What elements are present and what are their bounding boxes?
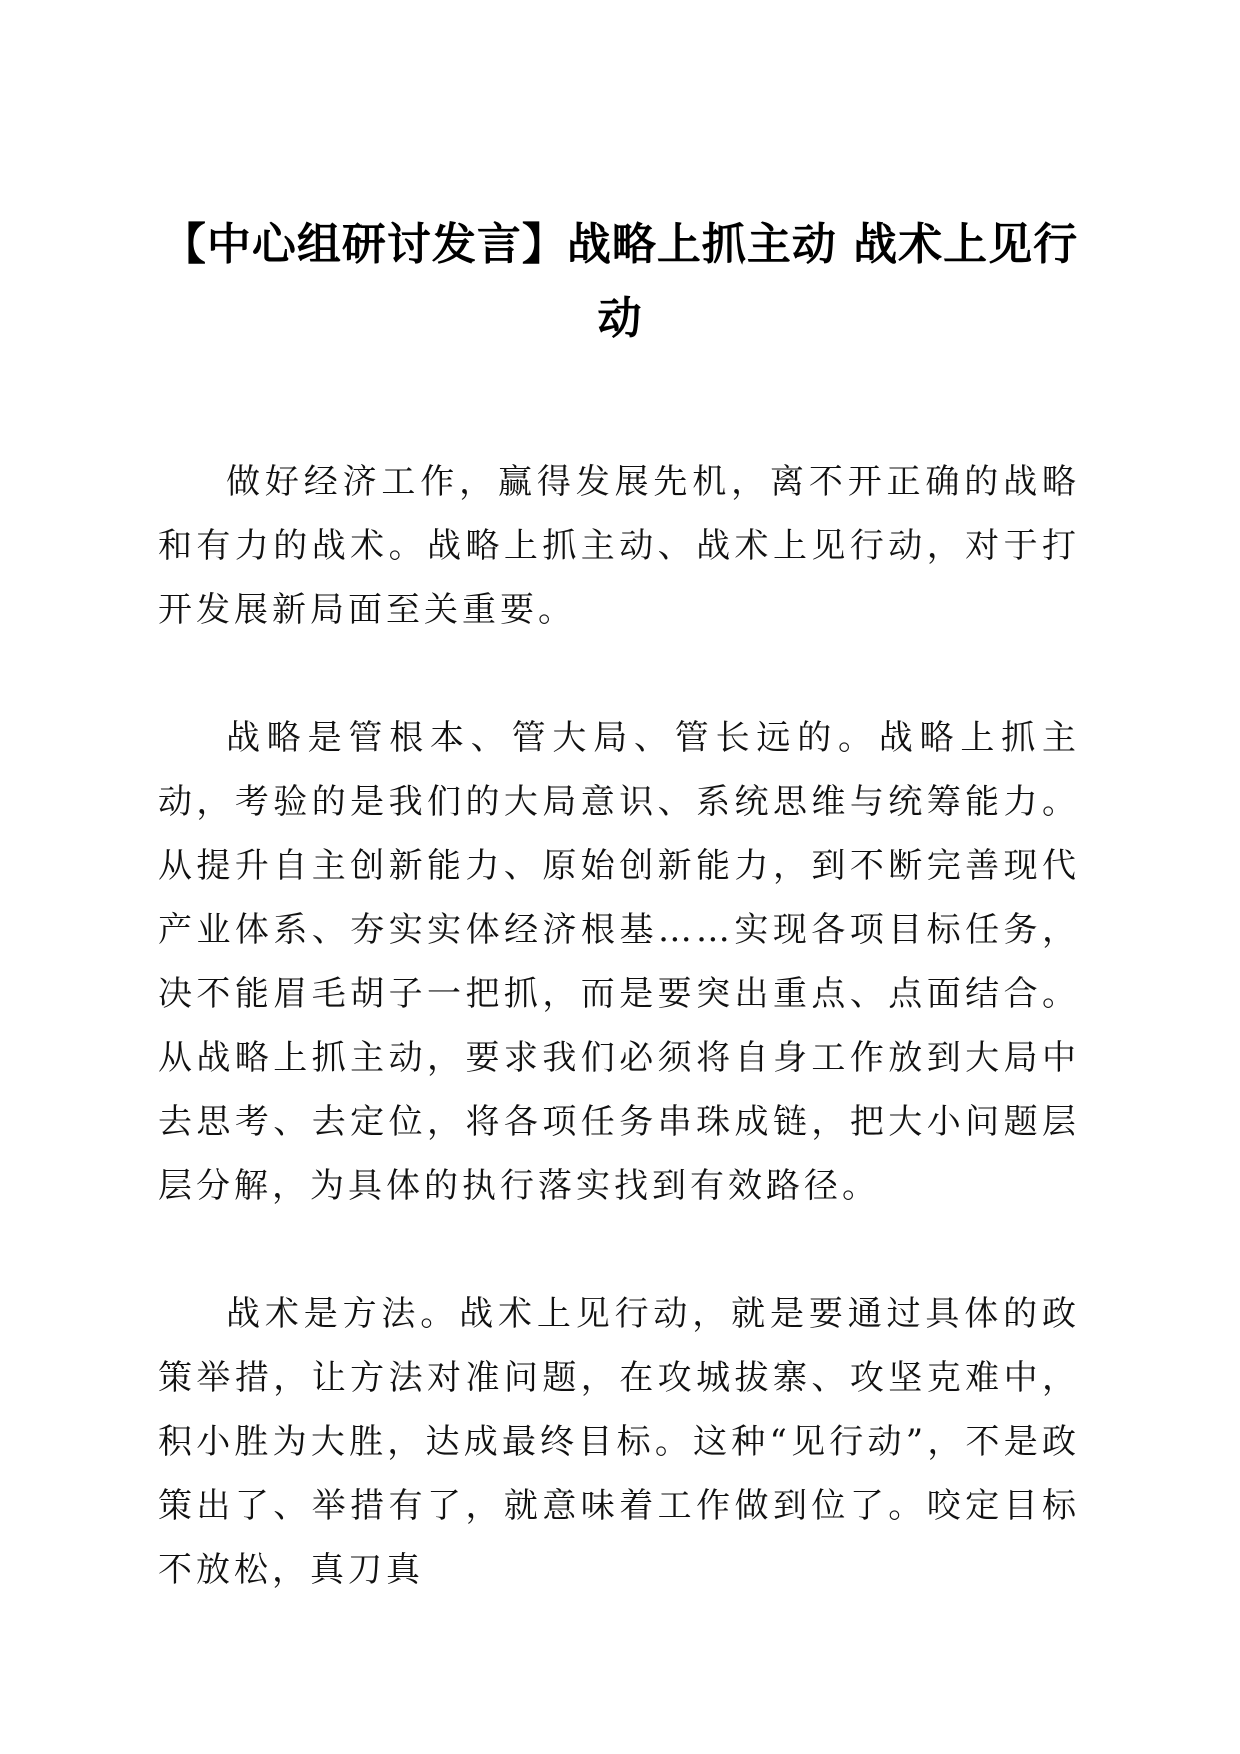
document-body [158, 450, 1080, 1666]
paragraph-1: 做好经济工作，赢得发展先机，离不开正确的战略和有力的战术。战略上抓主动、战术上见行动，对于打开发展新局面至关重要。 [158, 462, 1080, 630]
paragraph-2: 战略是管根本、管大局、管长远的。战略上抓主动，考验的是我们的大局意识、系统思维与统筹能力。从提升自主创新能力、原始创新能力，到不断完善现代产业体系、夯实实体经济根基……实现各项目标任务，决不能眉毛胡子一把抓，而是要突出重点、点面结合。从战略上抓主动，要求我们必须将自身工作放到大局中去思考、去定位，将各项任务串珠成链，把大小问题层层分解，为具体的执行落实找到有效路径。 [158, 718, 1080, 1206]
paragraph-3: 战术是方法。战术上见行动，就是要通过具体的政策举措，让方法对准问题，在攻城拔寨、攻坚克难中，积小胜为大胜，达成最终目标。这种“见行动”，不是政策出了、举措有了，就意味着工作做到位了。咬定目标不放松，真刀真 [158, 1294, 1080, 1590]
document-title: 【中心组研讨发言】战略上抓主动 战术上见行动 [161, 219, 1079, 344]
